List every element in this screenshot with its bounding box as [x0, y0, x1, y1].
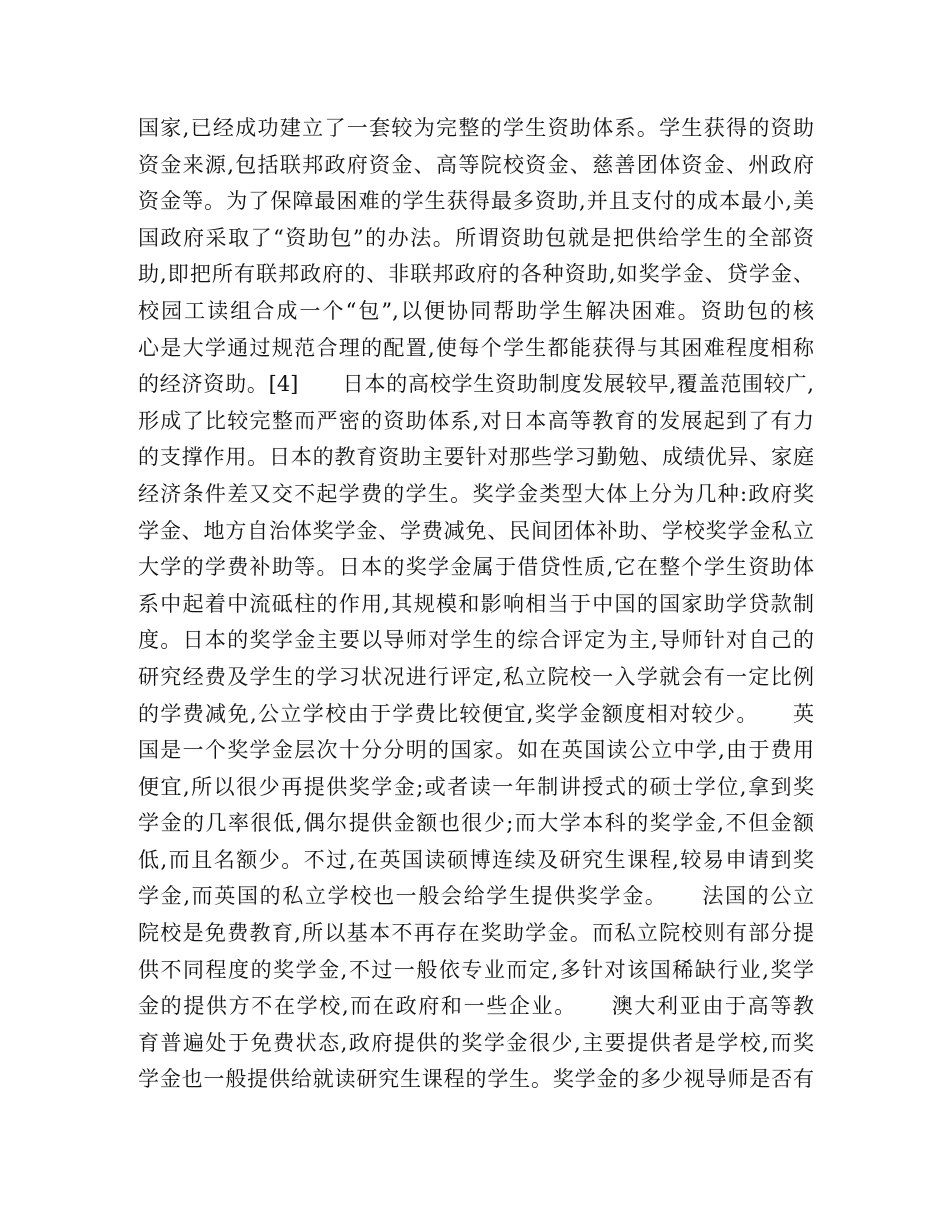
text-line: 金的提供方不在学校,而在政府和一些企业。 澳大利亚由于高等教 — [138, 994, 814, 1019]
text-line: 心是大学通过规范合理的配置,使每个学生都能获得与其困难程度相称 — [138, 335, 814, 360]
text-line: 形成了比较完整而严密的资助体系,对日本高等教育的发展起到了有力 — [138, 408, 814, 433]
text-line: 校园工读组合成一个“包”,以便协同帮助学生解决困难。资助包的核 — [138, 298, 814, 323]
text-line: 供不同程度的奖学金,不过一般依专业而定,多针对该国稀缺行业,奖学 — [138, 957, 814, 982]
text-line: 育普遍处于免费状态,政府提供的奖学金很少,主要提供者是学校,而奖 — [138, 1030, 814, 1055]
text-line: 研究经费及学生的学习状况进行评定,私立院校一入学就会有一定比例 — [138, 664, 814, 689]
text-line: 低,而且名额少。不过,在英国读硕博连续及研究生课程,较易申请到奖 — [138, 847, 814, 872]
text-line: 的经济资助。[4] 日本的高校学生资助制度发展较早,覆盖范围较广, — [138, 372, 814, 397]
text-line: 度。日本的奖学金主要以导师对学生的综合评定为主,导师针对自己的 — [138, 628, 814, 653]
text-line: 的学费减免,公立学校由于学费比较便宜,奖学金额度相对较少。 英 — [138, 701, 814, 726]
text-line: 国家,已经成功建立了一套较为完整的学生资助体系。学生获得的资助 — [138, 116, 814, 140]
text-line: 的支撑作用。日本的教育资助主要针对那些学习勤勉、成绩优异、家庭 — [138, 445, 814, 470]
body-text — [138, 110, 814, 1098]
text-line: 助,即把所有联邦政府的、非联邦政府的各种资助,如奖学金、贷学金、 — [138, 262, 814, 287]
text-line: 国政府采取了“资助包”的办法。所谓资助包就是把供给学生的全部资 — [138, 225, 814, 250]
text-line: 学金、地方自治体奖学金、学费减免、民间团体补助、学校奖学金私立 — [138, 518, 814, 543]
text-line: 学金,而英国的私立学校也一般会给学生提供奖学金。 法国的公立 — [138, 884, 814, 909]
text-line: 资金来源,包括联邦政府资金、高等院校资金、慈善团体资金、州政府 — [138, 152, 814, 177]
text-line: 经济条件差又交不起学费的学生。奖学金类型大体上分为几种:政府奖 — [138, 481, 814, 506]
text-line: 大学的学费补助等。日本的奖学金属于借贷性质,它在整个学生资助体 — [138, 555, 814, 580]
text-line: 资金等。为了保障最困难的学生获得最多资助,并且支付的成本最小,美 — [138, 189, 814, 214]
text-line: 院校是免费教育,所以基本不再存在奖助学金。而私立院校则有部分提 — [138, 921, 814, 946]
text-line: 学金也一般提供给就读研究生课程的学生。奖学金的多少视导师是否有 — [138, 1067, 814, 1092]
text-line: 国是一个奖学金层次十分分明的国家。如在英国读公立中学,由于费用 — [138, 738, 814, 763]
text-line: 便宜,所以很少再提供奖学金;或者读一年制讲授式的硕士学位,拿到奖 — [138, 774, 814, 799]
text-line: 系中起着中流砥柱的作用,其规模和影响相当于中国的国家助学贷款制 — [138, 591, 814, 616]
text-line: 学金的几率很低,偶尔提供金额也很少;而大学本科的奖学金,不但金额 — [138, 811, 814, 836]
